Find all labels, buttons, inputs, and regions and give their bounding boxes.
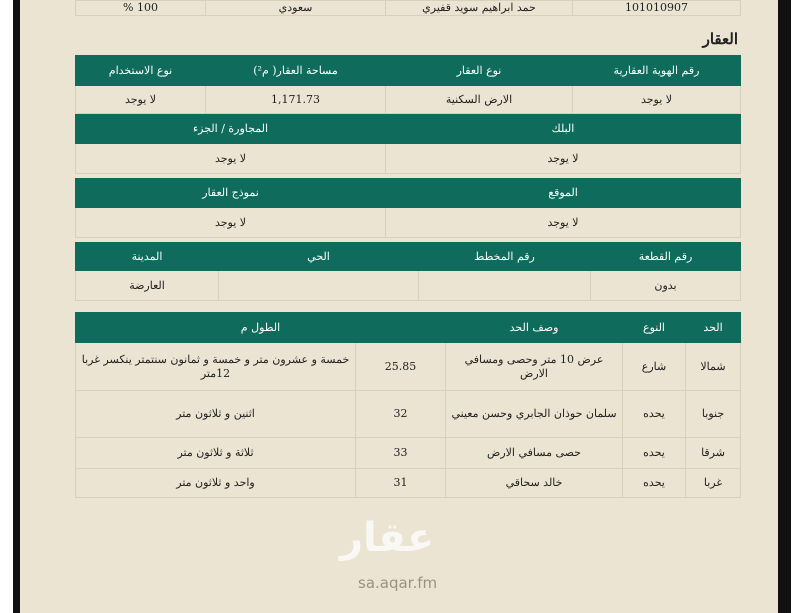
- boundary-type: يحده: [623, 391, 686, 438]
- block-value: لا يوجد: [386, 144, 741, 174]
- table-row: [76, 1, 741, 16]
- plot-table: [75, 242, 741, 301]
- header-property-id: رقم الهوية العقارية: [573, 56, 741, 86]
- table-row: [76, 438, 741, 469]
- property-type: الارض السكنية: [386, 86, 573, 114]
- header-location: الموقع: [386, 179, 741, 208]
- scheme-number: [419, 271, 591, 301]
- property-table: [75, 55, 741, 238]
- boundary-length: 32: [356, 391, 446, 438]
- boundary-type: يحده: [623, 438, 686, 469]
- owner-table: [75, 0, 741, 16]
- boundary-direction: شمالا: [686, 343, 741, 391]
- header-boundary: الحد: [686, 313, 741, 343]
- neighborhood-part-value: لا يوجد: [76, 144, 386, 174]
- city: العارضة: [76, 271, 219, 301]
- owner-id: 101010907: [573, 1, 741, 16]
- header-description: وصف الحد: [446, 313, 623, 343]
- boundaries-table: [75, 312, 741, 498]
- owner-name: حمد ابراهيم سويد قفيري: [386, 1, 573, 16]
- boundary-type: شارع: [623, 343, 686, 391]
- property-area: 1,171.73: [206, 86, 386, 114]
- location-value: لا يوجد: [386, 208, 741, 238]
- header-type: النوع: [623, 313, 686, 343]
- header-length: الطول م: [76, 313, 446, 343]
- header-usage: نوع الاستخدام: [76, 56, 206, 86]
- header-area: مساحة العقار( م²): [206, 56, 386, 86]
- header-district: الحي: [219, 243, 419, 271]
- watermark-logo: عقار: [340, 515, 435, 561]
- header-scheme-number: رقم المخطط: [419, 243, 591, 271]
- watermark-url: sa.aqar.fm: [358, 574, 438, 592]
- boundary-length: 25.85: [356, 343, 446, 391]
- owner-nationality: سعودي: [206, 1, 386, 16]
- header-neighborhood-part: المجاورة / الجزء: [76, 114, 386, 144]
- boundary-direction: شرقا: [686, 438, 741, 469]
- table-row: [76, 469, 741, 498]
- table-row: [76, 343, 741, 391]
- boundary-type: يحده: [623, 469, 686, 498]
- section-title: العقار: [702, 30, 738, 48]
- boundary-length-words: اثنين و ثلاثون متر: [76, 391, 356, 438]
- boundary-description: خالد سحاقي: [446, 469, 623, 498]
- property-usage: لا يوجد: [76, 86, 206, 114]
- district: [219, 271, 419, 301]
- boundary-length-words: واحد و ثلاثون متر: [76, 469, 356, 498]
- header-property-type: نوع العقار: [386, 56, 573, 86]
- boundary-length: 31: [356, 469, 446, 498]
- header-property-model: نموذج العقار: [76, 179, 386, 208]
- boundary-description: حصى مسافي الارض: [446, 438, 623, 469]
- owner-share: 100 %: [76, 1, 206, 16]
- boundary-length: 33: [356, 438, 446, 469]
- boundary-length-words: خمسة و عشرون متر و خمسة و ثمانون سنتمتر ينكسر غربا 12متر: [76, 343, 356, 391]
- boundary-direction: جنوبا: [686, 391, 741, 438]
- boundary-description: عرض 10 متر وحصى ومسافي الارض: [446, 343, 623, 391]
- property-model-value: لا يوجد: [76, 208, 386, 238]
- boundary-direction: غربا: [686, 469, 741, 498]
- boundary-description: سلمان حوذان الجابري وحسن معيني: [446, 391, 623, 438]
- plot-number: بدون: [591, 271, 741, 301]
- boundary-length-words: ثلاثة و ثلاثون متر: [76, 438, 356, 469]
- header-city: المدينة: [76, 243, 219, 271]
- property-id: لا يوجد: [573, 86, 741, 114]
- header-block: البلك: [386, 114, 741, 144]
- header-plot-number: رقم القطعة: [591, 243, 741, 271]
- table-row: [76, 391, 741, 438]
